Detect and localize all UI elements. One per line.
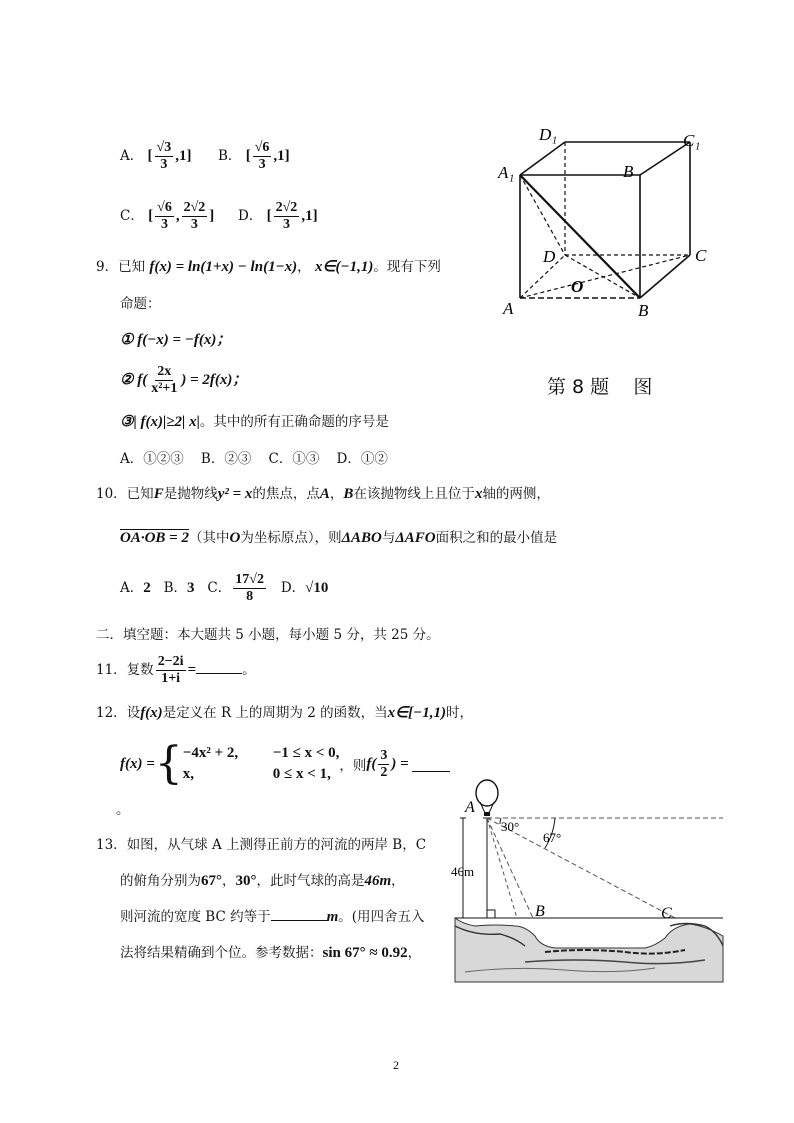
label-c: C: [661, 905, 672, 922]
q10-text: 是抛物线: [163, 486, 218, 502]
q9-p3-math: ③| f(x)|≥2| x|: [120, 414, 200, 430]
q12-cond: x∈[−1,1): [387, 705, 447, 721]
q12-case1-expr: −4x² + 2,: [182, 745, 239, 761]
q12-piecewise: [120, 738, 450, 789]
q10-option-b: 3: [187, 580, 195, 596]
q10-option-a: 2: [143, 580, 151, 596]
q12-answer-blank[interactable]: [412, 757, 450, 772]
q9-proposition-3: [120, 412, 389, 432]
q10-option-c-label: C．: [207, 580, 232, 596]
q11-pre: 复数: [126, 662, 154, 678]
q9-stem-line2: 命题：: [120, 296, 161, 312]
label-c1: C₁: [683, 131, 701, 150]
q13-unit: m: [326, 909, 339, 925]
q8-option-a: [120, 140, 191, 173]
q13-height: 46m: [364, 873, 392, 889]
q8-option-d-label: D．: [238, 207, 263, 224]
q10-option-d-label: D．: [280, 580, 306, 596]
q13-text: 法将结果精确到个位。参考数据：: [120, 945, 323, 961]
label-b: B: [535, 903, 545, 920]
q10-option-c-num: 17√2: [235, 572, 264, 587]
q13-line2: [120, 871, 405, 891]
q10-text: 在该抛物线上且位于: [353, 486, 475, 502]
q12-case2-cond: 0 ≤ x < 1,: [272, 766, 331, 782]
label-b1: B: [623, 162, 634, 181]
q12-ask-f: f(: [366, 755, 377, 772]
q11-numerator: 2−2i: [157, 654, 184, 669]
q12-mid: 是定义在 R 上的周期为 2 的函数，当: [162, 705, 388, 721]
page-number: 2: [393, 1058, 399, 1072]
q8-option-b-value: [ $\frac{√6}{3}$ ,1]: [245, 140, 290, 172]
q13-text: ，: [222, 873, 236, 889]
label-d1: D₁: [539, 125, 558, 144]
q12-brace: {: [154, 738, 183, 789]
q10-text: 轴的两侧，: [482, 486, 550, 502]
label-a: A: [465, 799, 475, 816]
q8-option-d: [238, 200, 318, 233]
q9-options: A．①②③ B．②③ C．①③ D．①②: [120, 451, 388, 467]
q12-ask-den: 2: [380, 764, 388, 780]
q12-fx: f(x): [140, 705, 163, 721]
q10-text: 的焦点，点: [252, 486, 320, 502]
q10-options: [120, 570, 328, 606]
label-height: 46m: [451, 864, 475, 879]
q13-line1: [96, 835, 426, 855]
q8-option-b: [218, 140, 290, 173]
q8-option-c-value: [ $\frac{√6}{3}$ , $\frac{2√2}{3}$ ]: [148, 200, 215, 232]
section-2-heading: 二．填空题：本大题共 5 小题，每小题 5 分，共 25 分。: [96, 627, 440, 643]
q11-answer-blank[interactable]: [196, 659, 242, 674]
q8-option-b-label: B．: [218, 147, 242, 164]
q10-parabola: y² = x: [217, 486, 253, 502]
label-a: A: [503, 299, 514, 318]
q10-text: 面积之和的最小值是: [435, 530, 558, 546]
q10-origin: O: [229, 530, 241, 546]
q9-p2-den: x²+1: [151, 381, 178, 396]
q12-cases: [183, 745, 340, 783]
q10-triangle-afo: ΔAFO: [395, 530, 436, 546]
q9-stem: 9．已知 f(x) = ln(1+x) − ln(1−x)， x∈(−1,1)。现有下列: [96, 259, 441, 275]
q12-end: 。: [116, 802, 130, 818]
q10-option-d: √10: [305, 580, 329, 596]
q10-triangle-abo: ΔABO: [341, 530, 382, 546]
q10-text: 与: [381, 530, 396, 546]
q13-text: ，: [407, 945, 422, 961]
cube-figure: [495, 120, 715, 320]
q8-option-a-label: A．: [120, 147, 144, 164]
q13-line4: [120, 943, 421, 963]
q10-point-a: A: [319, 486, 330, 502]
q13-text: 的俯角分别为: [120, 873, 201, 889]
q9-p2-post: ) = 2f(x)；: [181, 372, 248, 388]
q9-domain: x∈(−1,1): [314, 259, 374, 275]
q12-line1: [96, 703, 473, 723]
q9-function: f(x) = ln(1+x) − ln(1−x): [149, 259, 298, 275]
q12-ask-post: ) =: [391, 755, 409, 772]
label-a1: A₁: [498, 163, 515, 182]
q9-number: 9．: [96, 259, 119, 275]
q9-p1: ① f(−x) = −f(x)；: [120, 332, 232, 348]
q13-text: ，此时气球的高是: [256, 873, 365, 889]
q13-reference: sin 67° ≈ 0.92: [322, 945, 408, 961]
label-b: B: [638, 301, 649, 320]
q11: 11．复数 $\frac{2-2i}{1+i}$ = 。: [96, 654, 256, 686]
q10-number: 10．: [96, 486, 127, 502]
q10-x-var: x: [474, 486, 483, 502]
q10-line1: [96, 484, 550, 504]
q11-post: 。: [242, 662, 256, 678]
q8-figure-caption: 第 8 题 图: [547, 376, 653, 398]
q10-text: ，: [329, 486, 344, 502]
balloon-river-figure: [451, 776, 723, 982]
q10-option-b-label: B．: [163, 580, 188, 596]
q9-proposition-1: [120, 330, 231, 350]
q10-focus: F: [153, 486, 164, 502]
q12-ask-num: 3: [380, 747, 388, 763]
q12-post: 时，: [446, 705, 474, 721]
q8-option-c-label: C．: [120, 207, 144, 224]
q10-text: 为坐标原点），则: [240, 530, 342, 546]
q8-option-a-value: [ $\frac{√3}{3}$ ,1]: [147, 140, 192, 172]
q13-angle-67: 67°: [201, 873, 222, 889]
q13-number: 13．: [96, 837, 127, 853]
q10-point-b: B: [343, 486, 354, 502]
q12-case2-expr: x,: [182, 766, 195, 782]
q12-lhs: f(x) =: [120, 755, 155, 772]
q9-stem-pre: 已知: [118, 259, 146, 275]
q13-text: 。(用四舍五入: [338, 909, 425, 925]
q11-denominator: 1+i: [161, 671, 181, 686]
q10-text: 已知: [126, 486, 154, 502]
balloon-icon: [476, 780, 498, 806]
q12-case1-cond: −1 ≤ x < 0,: [272, 745, 340, 761]
q10-dot-product: OA·OB = 2: [120, 530, 189, 546]
q11-number: 11．: [96, 662, 127, 678]
q13-text: 如图，从气球 A 上测得正前方的河流的两岸 B，C: [126, 837, 427, 853]
q13-text: 则河流的宽度 BC 约等于: [120, 909, 271, 925]
q10-text: （其中: [188, 530, 230, 546]
q9-p2-pre: ② f(: [120, 372, 148, 388]
label-c: C: [695, 246, 707, 265]
q10-line2: [120, 528, 557, 548]
q13-angle-30: 30°: [235, 873, 257, 889]
q9-proposition-2: [120, 362, 247, 398]
q10-option-c-den: 8: [246, 589, 254, 604]
q12-ask-pre: ，则: [339, 758, 367, 774]
q9-stem-post: 。现有下列: [373, 259, 441, 275]
q8-option-c: [120, 200, 214, 233]
q13-answer-blank[interactable]: [271, 906, 327, 921]
q10-option-a-label: A．: [120, 580, 144, 596]
label-o: O: [571, 277, 584, 296]
q13-line3: [120, 906, 425, 927]
q8-option-d-value: [ $\frac{2√2}{3}$ ,1]: [266, 200, 318, 232]
q9-p3-text: 。其中的所有正确命题的序号是: [199, 414, 389, 430]
label-67deg: 67°: [543, 830, 562, 845]
q9-p2-num: 2x: [157, 364, 172, 379]
label-d: D: [543, 247, 556, 266]
q13-text: ，: [391, 873, 405, 889]
q12-number: 12．: [96, 705, 127, 721]
label-30deg: 30°: [501, 819, 520, 834]
q12-pre: 设: [126, 705, 141, 721]
